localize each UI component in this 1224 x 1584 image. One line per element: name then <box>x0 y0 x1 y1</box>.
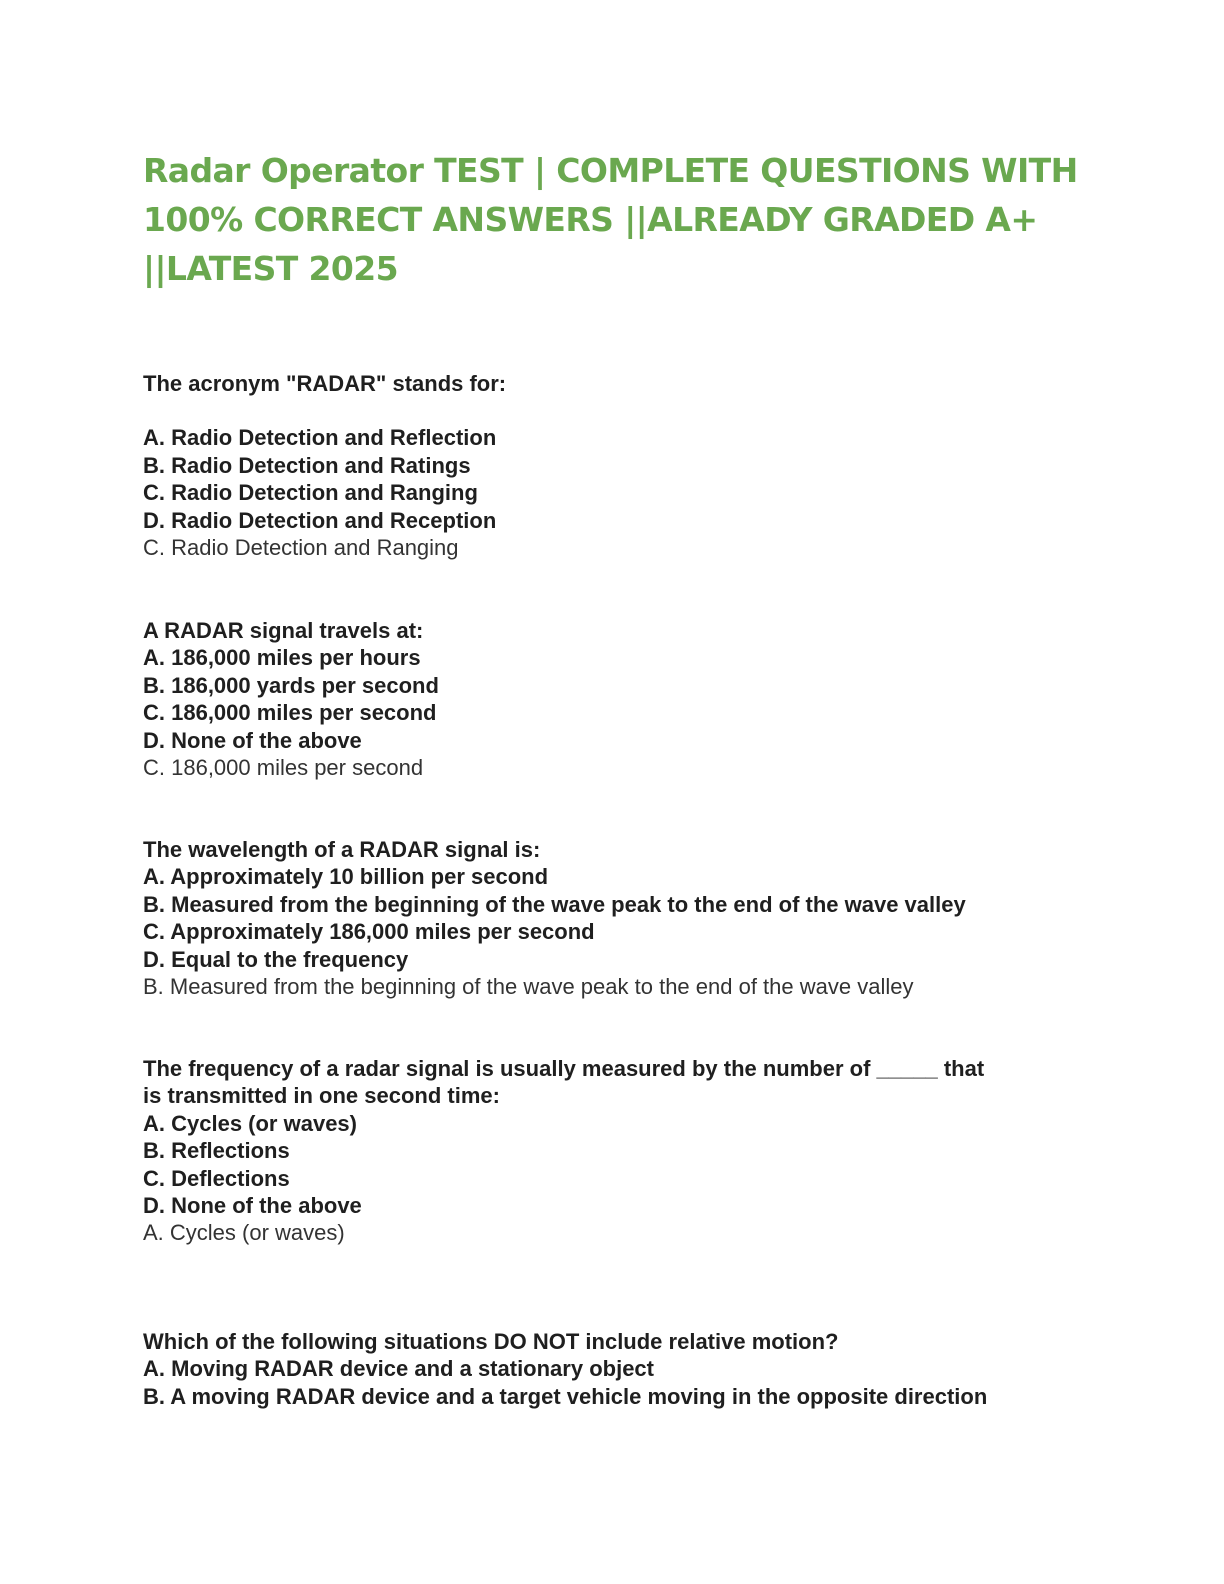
answer-option: D. None of the above <box>143 727 362 753</box>
answer-option: B. Measured from the beginning of the wave peak to the end of the wave valley <box>143 891 966 917</box>
title-line: 100% CORRECT ANSWERS ||ALREADY GRADED A+ <box>143 200 1038 239</box>
answer-option: A. 186,000 miles per hours <box>143 645 421 671</box>
question-text: The frequency of a radar signal is usually measured by the number of _____ that <box>143 1056 985 1081</box>
title-line: Radar Operator TEST | COMPLETE QUESTIONS WITH <box>143 151 1078 190</box>
correct-answer: A. Cycles (or waves) <box>143 1220 345 1246</box>
correct-answer: B. Measured from the beginning of the wave peak to the end of the wave valley <box>143 974 914 1000</box>
question-text: The acronym "RADAR" stands for: <box>143 371 507 396</box>
question-text: is transmitted in one second time: <box>143 1083 500 1109</box>
answer-option: A. Cycles (or waves) <box>143 1110 357 1136</box>
question-text: Which of the following situations DO NOT include relative motion? <box>143 1329 839 1354</box>
answer-option: A. Moving RADAR device and a stationary object <box>143 1356 654 1382</box>
answer-option: A. Approximately 10 billion per second <box>143 864 549 890</box>
answer-option: B. A moving RADAR device and a target vehicle moving in the opposite direction <box>143 1383 988 1409</box>
question-block-4 <box>143 1055 1103 1247</box>
answer-option: D. Radio Detection and Reception <box>143 507 497 533</box>
correct-answer: C. 186,000 miles per second <box>143 755 424 781</box>
answer-option: C. Approximately 186,000 miles per second <box>143 919 595 945</box>
title-line: ||LATEST 2025 <box>143 249 398 288</box>
question-block-3 <box>143 836 1103 1000</box>
answer-option: D. Equal to the frequency <box>143 946 409 972</box>
correct-answer: C. Radio Detection and Ranging <box>143 535 459 561</box>
question-block-1 <box>143 370 1103 561</box>
answer-option: D. None of the above <box>143 1193 362 1219</box>
document-title <box>143 146 1103 293</box>
question-block-2 <box>143 617 1103 781</box>
question-text: The wavelength of a RADAR signal is: <box>143 837 541 862</box>
answer-option: C. Radio Detection and Ranging <box>143 480 478 506</box>
question-block-5 <box>143 1328 1103 1410</box>
answer-option: C. 186,000 miles per second <box>143 700 437 726</box>
answer-option: B. Radio Detection and Ratings <box>143 452 471 478</box>
answer-option: A. Radio Detection and Reflection <box>143 425 497 451</box>
question-text: A RADAR signal travels at: <box>143 618 424 643</box>
answer-option: B. Reflections <box>143 1138 290 1164</box>
answer-option: B. 186,000 yards per second <box>143 672 439 698</box>
answer-option: C. Deflections <box>143 1165 290 1191</box>
